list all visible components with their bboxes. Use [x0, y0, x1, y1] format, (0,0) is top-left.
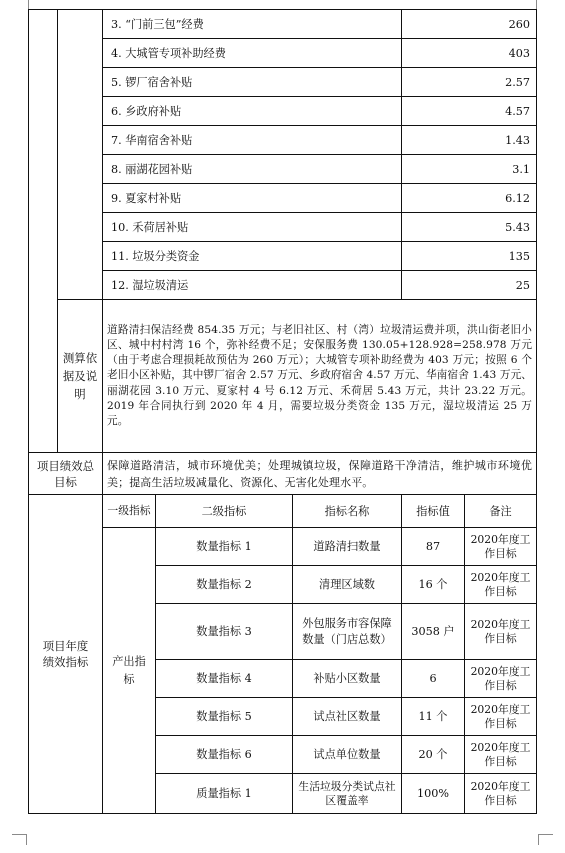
item-label: 6. 乡政府补贴 — [103, 97, 402, 126]
indicator-name: 试点社区数量 — [293, 698, 402, 736]
indicator-note: 2020年度工作目标 — [465, 660, 537, 698]
table-row — [29, 97, 537, 126]
overall-goal-row — [29, 453, 537, 495]
crop-mark-top-left — [14, 0, 29, 10]
crop-mark-top-right — [536, 0, 551, 10]
calc-basis-text: 道路清扫保洁经费 854.35 万元；与老旧社区、村（湾）垃圾清运费并项，洪山街老旧小区、城中村村湾 16 个，弥补经费不足；安保服务费 130.05+128.928=258.978 万元（由于考虑合理损耗故预估为 260 万元）；大城管专项补助经费为 403 万元；按照 6 个老旧小区补贴，其中锣厂宿舍 2.57 万元、乡政府宿舍 4.57 万元、华南宿舍 1.43 万元、丽湖花园 3.10 万元、夏家村 4 号 6.12 万元、禾荷居 5.43 万元，共计 23.22 万元。2019 年合同执行到 2020 年 4 月，需要垃圾分类资金 135 万元，湿垃圾清运 25 万元。 — [103, 300, 537, 453]
header-name: 指标名称 — [293, 495, 402, 528]
indicator-name: 生活垃圾分类试点社区覆盖率 — [293, 774, 402, 814]
left-blank-cell-2 — [58, 10, 103, 300]
indicator-header-row — [29, 495, 537, 528]
indicator-note: 2020年度工作目标 — [465, 698, 537, 736]
indicator-value: 87 — [402, 528, 465, 566]
indicator-note: 2020年度工作目标 — [465, 528, 537, 566]
budget-table — [28, 9, 537, 814]
table-row — [29, 271, 537, 300]
left-blank-cell — [29, 10, 58, 453]
item-value: 6.12 — [402, 184, 537, 213]
indicator-note: 2020年度工作目标 — [465, 604, 537, 660]
table-row — [29, 39, 537, 68]
item-label: 10. 禾荷居补贴 — [103, 213, 402, 242]
item-value: 25 — [402, 271, 537, 300]
item-label: 12. 湿垃圾清运 — [103, 271, 402, 300]
table-row — [29, 68, 537, 97]
header-level2: 二级指标 — [156, 495, 293, 528]
indicator-level2: 质量指标 1 — [156, 774, 293, 814]
item-label: 4. 大城管专项补助经费 — [103, 39, 402, 68]
indicator-value: 100% — [402, 774, 465, 814]
indicator-name: 道路清扫数量 — [293, 528, 402, 566]
table-row — [29, 242, 537, 271]
header-level1: 一级指标 — [103, 495, 156, 528]
crop-mark-bottom-left — [12, 834, 27, 845]
header-value: 指标值 — [402, 495, 465, 528]
indicator-level2: 数量指标 1 — [156, 528, 293, 566]
item-value: 5.43 — [402, 213, 537, 242]
overall-goal-text: 保障道路清洁，城市环境优美；处理城镇垃圾，保障道路干净清洁，维护城市环境优美；提高生活垃圾减量化、资源化、无害化处理水平。 — [103, 453, 537, 495]
item-label: 9. 夏家村补贴 — [103, 184, 402, 213]
table-row — [29, 213, 537, 242]
item-label: 3. “门前三包”经费 — [103, 10, 402, 39]
table-row — [29, 155, 537, 184]
item-value: 260 — [402, 10, 537, 39]
indicator-value: 20 个 — [402, 736, 465, 774]
table-row — [29, 10, 537, 39]
indicator-name: 试点单位数量 — [293, 736, 402, 774]
indicator-value: 11 个 — [402, 698, 465, 736]
indicator-level2: 数量指标 5 — [156, 698, 293, 736]
indicator-value: 6 — [402, 660, 465, 698]
indicator-level2: 数量指标 2 — [156, 566, 293, 604]
item-value: 1.43 — [402, 126, 537, 155]
indicator-row — [29, 528, 537, 566]
indicator-name: 补贴小区数量 — [293, 660, 402, 698]
indicator-name: 外包服务市容保障数量（门店总数） — [293, 604, 402, 660]
indicator-level2: 数量指标 4 — [156, 660, 293, 698]
item-value: 3.1 — [402, 155, 537, 184]
item-value: 4.57 — [402, 97, 537, 126]
indicator-value: 3058 户 — [402, 604, 465, 660]
item-value: 2.57 — [402, 68, 537, 97]
table-row — [29, 184, 537, 213]
item-label: 7. 华南宿舍补贴 — [103, 126, 402, 155]
annual-goal-label: 项目年度绩效指标 — [29, 495, 103, 814]
calc-basis-row — [29, 300, 537, 453]
indicator-value: 16 个 — [402, 566, 465, 604]
indicator-name: 清理区域数 — [293, 566, 402, 604]
indicator-note: 2020年度工作目标 — [465, 736, 537, 774]
item-value: 135 — [402, 242, 537, 271]
item-label: 5. 锣厂宿舍补贴 — [103, 68, 402, 97]
item-label: 8. 丽湖花园补贴 — [103, 155, 402, 184]
indicator-level2: 数量指标 3 — [156, 604, 293, 660]
header-note: 备注 — [465, 495, 537, 528]
indicator-note: 2020年度工作目标 — [465, 774, 537, 814]
crop-mark-bottom-right — [538, 834, 553, 845]
indicator-level2: 数量指标 6 — [156, 736, 293, 774]
item-label: 11. 垃圾分类资金 — [103, 242, 402, 271]
item-value: 403 — [402, 39, 537, 68]
overall-goal-label: 项目绩效总目标 — [29, 453, 103, 495]
level1-output-label: 产出指标 — [103, 528, 156, 814]
calc-basis-label: 测算依据及说明 — [58, 300, 103, 453]
table-row — [29, 126, 537, 155]
indicator-note: 2020年度工作目标 — [465, 566, 537, 604]
